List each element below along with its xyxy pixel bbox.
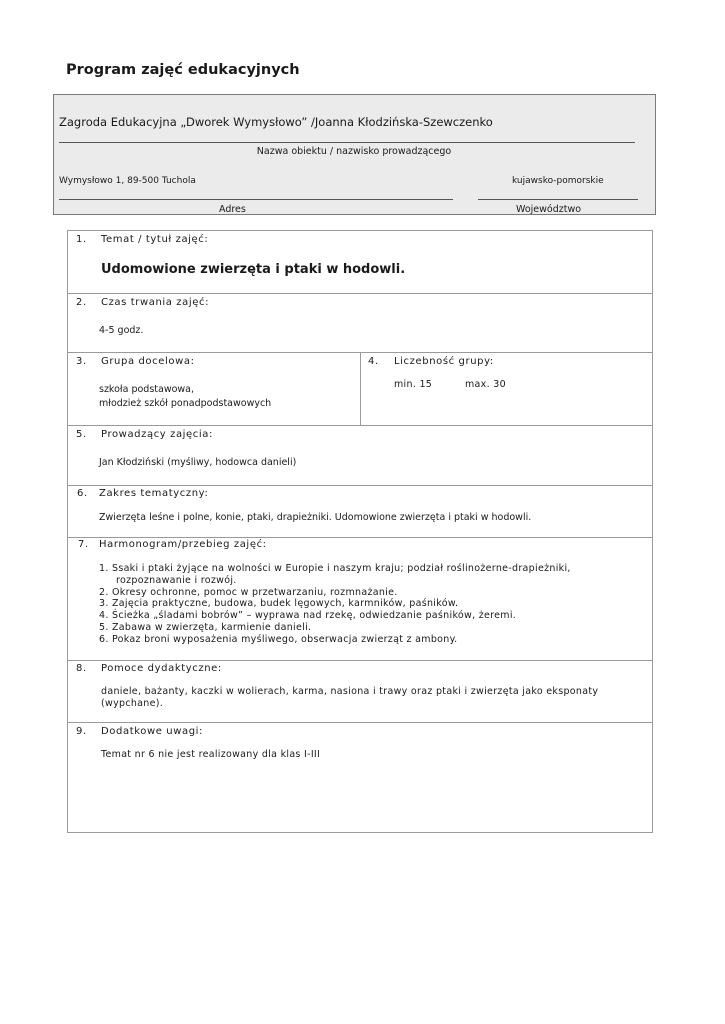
object-caption: Nazwa obiektu / nazwisko prowadzącego (256, 146, 452, 157)
duration-value: 4-5 godz. (99, 325, 144, 336)
remarks-value: Temat nr 6 nie jest realizowany dla klas I-III (101, 749, 321, 760)
section-5-number: 5. (76, 429, 87, 440)
schedule-step-1-cont: rozpoznawanie i rozwój. (116, 574, 237, 586)
divider (59, 142, 635, 143)
section-9-number: 9. (76, 726, 87, 737)
section-6-number: 6. (77, 488, 88, 499)
section-4-label: Liczebność grupy: (394, 356, 494, 367)
section-6-label: Zakres tematyczny: (99, 488, 209, 499)
schedule-step-1: 1. Ssaki i ptaki żyjące na wolności w Europie i naszym kraju; podział roślinożerne-drapieżniki, (99, 563, 571, 574)
address-caption: Adres (219, 204, 246, 215)
schedule-step-3: 3. Zajęcia praktyczne, budowa, budek lęgowych, karmników, paśników. (99, 598, 459, 610)
section-1-label: Temat / tytuł zajęć: (101, 234, 209, 245)
row-divider (68, 722, 652, 723)
section-2-label: Czas trwania zajęć: (101, 297, 210, 308)
document-title: Program zajęć edukacyjnych (66, 62, 300, 78)
schedule-step-6: 6. Pokaz broni wyposażenia myśliwego, obserwacja zwierząt z ambony. (99, 633, 458, 645)
schedule-step-2: 2. Okresy ochronne, pomoc w przetwarzaniu, rozmnażanie. (99, 586, 398, 598)
list-item (99, 622, 649, 634)
section-1-number: 1. (76, 234, 87, 245)
target-group-line2: młodzież szkół ponadpodstawowych (99, 398, 272, 409)
section-8-label: Pomoce dydaktyczne: (101, 663, 222, 674)
schedule-step-4: 4. Ścieżka „śladami bobrów” – wyprawa nad rzekę, odwiedzanie paśników, żeremi. (99, 610, 517, 622)
instructor-value: Jan Kłodziński (myśliwy, hodowca danieli) (99, 457, 297, 468)
row-divider (68, 293, 652, 294)
list-item (99, 563, 649, 587)
row-divider (68, 425, 652, 426)
object-name: Zagroda Edukacyjna „Dworek Wymysłowo” /Joanna Kłodzińska-Szewczenko (59, 115, 493, 129)
group-size-min: min. 15 (394, 379, 433, 390)
divider (478, 199, 638, 200)
section-3-number: 3. (76, 356, 87, 367)
header-box (53, 94, 656, 215)
list-item (99, 587, 649, 599)
section-3-label: Grupa docelowa: (101, 356, 195, 367)
section-2-number: 2. (76, 297, 87, 308)
section-7-number: 7. (78, 539, 89, 550)
address-value: Wymysłowo 1, 89-500 Tuchola (59, 176, 196, 186)
list-item (99, 598, 649, 610)
teaching-aids-line2: (wypchane). (101, 698, 164, 709)
schedule-list (99, 563, 649, 646)
topic-value: Udomowione zwierzęta i ptaki w hodowli. (101, 262, 406, 277)
program-form (67, 230, 653, 833)
section-5-label: Prowadzący zajęcia: (101, 429, 213, 440)
target-group-line1: szkoła podstawowa, (99, 384, 195, 395)
section-9-label: Dodatkowe uwagi: (101, 726, 204, 737)
section-4-number: 4. (368, 356, 379, 367)
scope-value: Zwierzęta leśne i polne, konie, ptaki, drapieżniki. Udomowione zwierzęta i ptaki w hodowli. (99, 512, 532, 523)
section-8-number: 8. (76, 663, 87, 674)
region-value: kujawsko-pomorskie (512, 176, 604, 186)
row-divider (68, 660, 652, 661)
row-divider (68, 485, 652, 486)
teaching-aids-line1: daniele, bażanty, kaczki w wolierach, karma, nasiona i trawy oraz ptaki i zwierzęta jako eksponaty (101, 686, 599, 697)
schedule-step-5: 5. Zabawa w zwierzęta, karmienie danieli. (99, 621, 312, 633)
region-caption: Województwo (516, 204, 582, 215)
divider (59, 199, 453, 200)
list-item (99, 634, 649, 646)
row-divider (68, 537, 652, 538)
section-7-label: Harmonogram/przebieg zajęć: (99, 539, 267, 550)
group-size-max: max. 30 (465, 379, 506, 390)
column-divider (360, 352, 361, 425)
list-item (99, 610, 649, 622)
